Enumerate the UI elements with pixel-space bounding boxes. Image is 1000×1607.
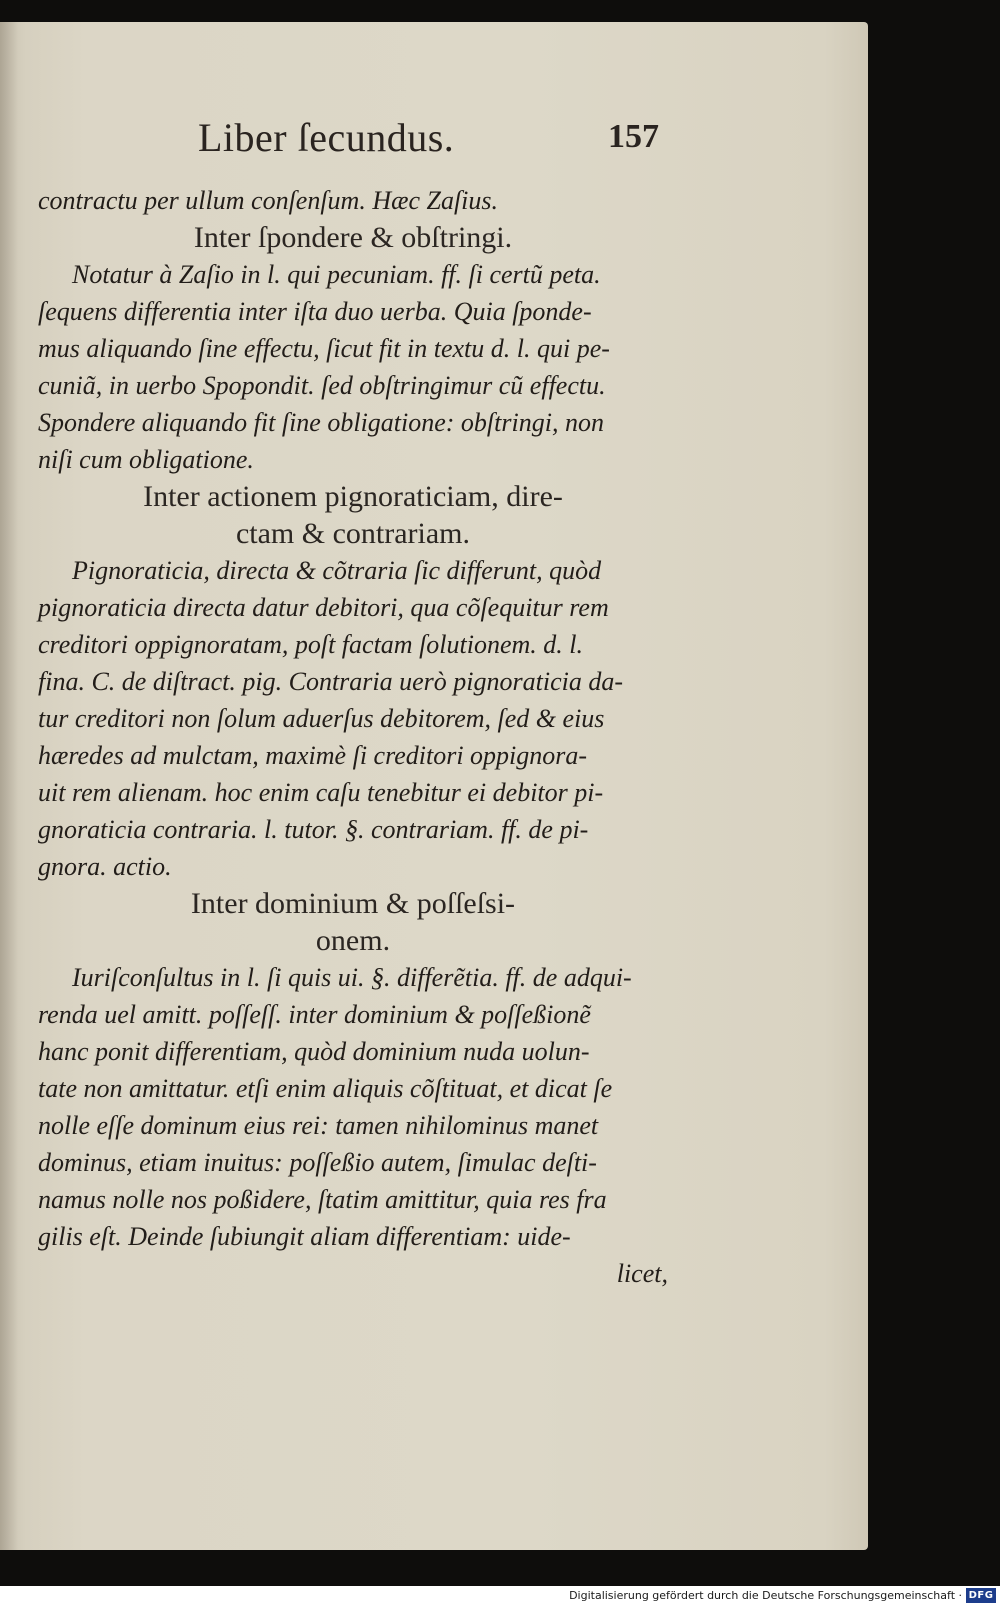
book-page [0,22,868,1550]
section-heading: onem. [315,924,391,957]
text-line: hæredes ad mulctam, maximè ſi creditori oppignora- [38,741,588,770]
text-line: pignoraticia directa datur debitori, qua cõſequitur rem [38,593,609,622]
page-number: 157 [608,118,659,155]
text-line: Notatur à Zaſio in l. qui pecuniam. ff. ſi certũ peta. [72,260,601,289]
running-title: Liber ſecundus. [198,115,455,160]
text-line: gilis eſt. Deinde ſubiungit aliam differentiam: uide- [38,1222,571,1251]
text-line: licet, [616,1259,668,1288]
text-line: tate non amittatur. etſi enim aliquis cõſtituat, et dicat ſe [38,1074,613,1103]
text-line: tur creditori non ſolum aduerſus debitorem, ſed & eius [38,704,605,733]
section-heading: Inter actionem pignoraticiam, dire- [143,480,563,513]
digitization-footer [0,1586,1000,1607]
text-line: uit rem alienam. hoc enim caſu tenebitur ei debitor pi- [38,778,604,807]
text-line: nolle eſſe dominum eius rei: tamen nihilominus manet [38,1111,599,1140]
text-line: namus nolle nos poßidere, ſtatim amittitur, quia res fra [38,1185,607,1214]
text-line: mus aliquando ſine effectu, ſicut fit in textu d. l. qui pe- [38,334,610,363]
text-line: creditori oppignoratam, poſt factam ſolutionem. d. l. [38,630,584,659]
text-line: Pignoraticia, directa & cõtraria ſic differunt, quòd [72,556,602,585]
text-line: contractu per ullum conſenſum. Hæc Zaſius. [38,186,499,215]
text-line: Iuriſconſultus in l. ſi quis ui. §. differẽtia. ff. de adqui- [72,963,632,992]
text-line: Spondere aliquando fit ſine obligatione: obſtringi, non [38,408,604,437]
running-head [0,114,868,164]
spine-shadow [0,22,18,1550]
section-heading: Inter dominium & poſſeſsi- [190,887,516,920]
text-line: niſi cum obligatione. [38,445,254,474]
text-line: dominus, etiam inuitus: poſſeßio autem, ſimulac deſti- [38,1148,597,1177]
section-heading: Inter ſpondere & obſtringi. [193,221,513,254]
text-line: fina. C. de diſtract. pig. Contraria uerò pignoraticia da- [38,667,623,696]
text-line: renda uel amitt. poſſeſſ. inter dominium & poſſeßionẽ [38,1000,591,1029]
text-line: hanc ponit differentiam, quòd dominium nuda uolun- [38,1037,590,1066]
dfg-logo: DFG [966,1588,996,1603]
funding-credit: Digitalisierung gefördert durch die Deutsche Forschungsgemeinschaft · [569,1589,962,1602]
section-heading: ctam & contrariam. [235,517,471,550]
body-text [38,182,668,1292]
text-line: cuniã, in uerbo Spopondit. ſed obſtringimur cũ effectu. [38,371,606,400]
text-line: gnoraticia contraria. l. tutor. §. contrariam. ff. de pi- [38,815,589,844]
text-line: gnora. actio. [38,852,172,881]
text-line: ſequens differentia inter iſta duo uerba. Quia ſponde- [38,297,592,326]
